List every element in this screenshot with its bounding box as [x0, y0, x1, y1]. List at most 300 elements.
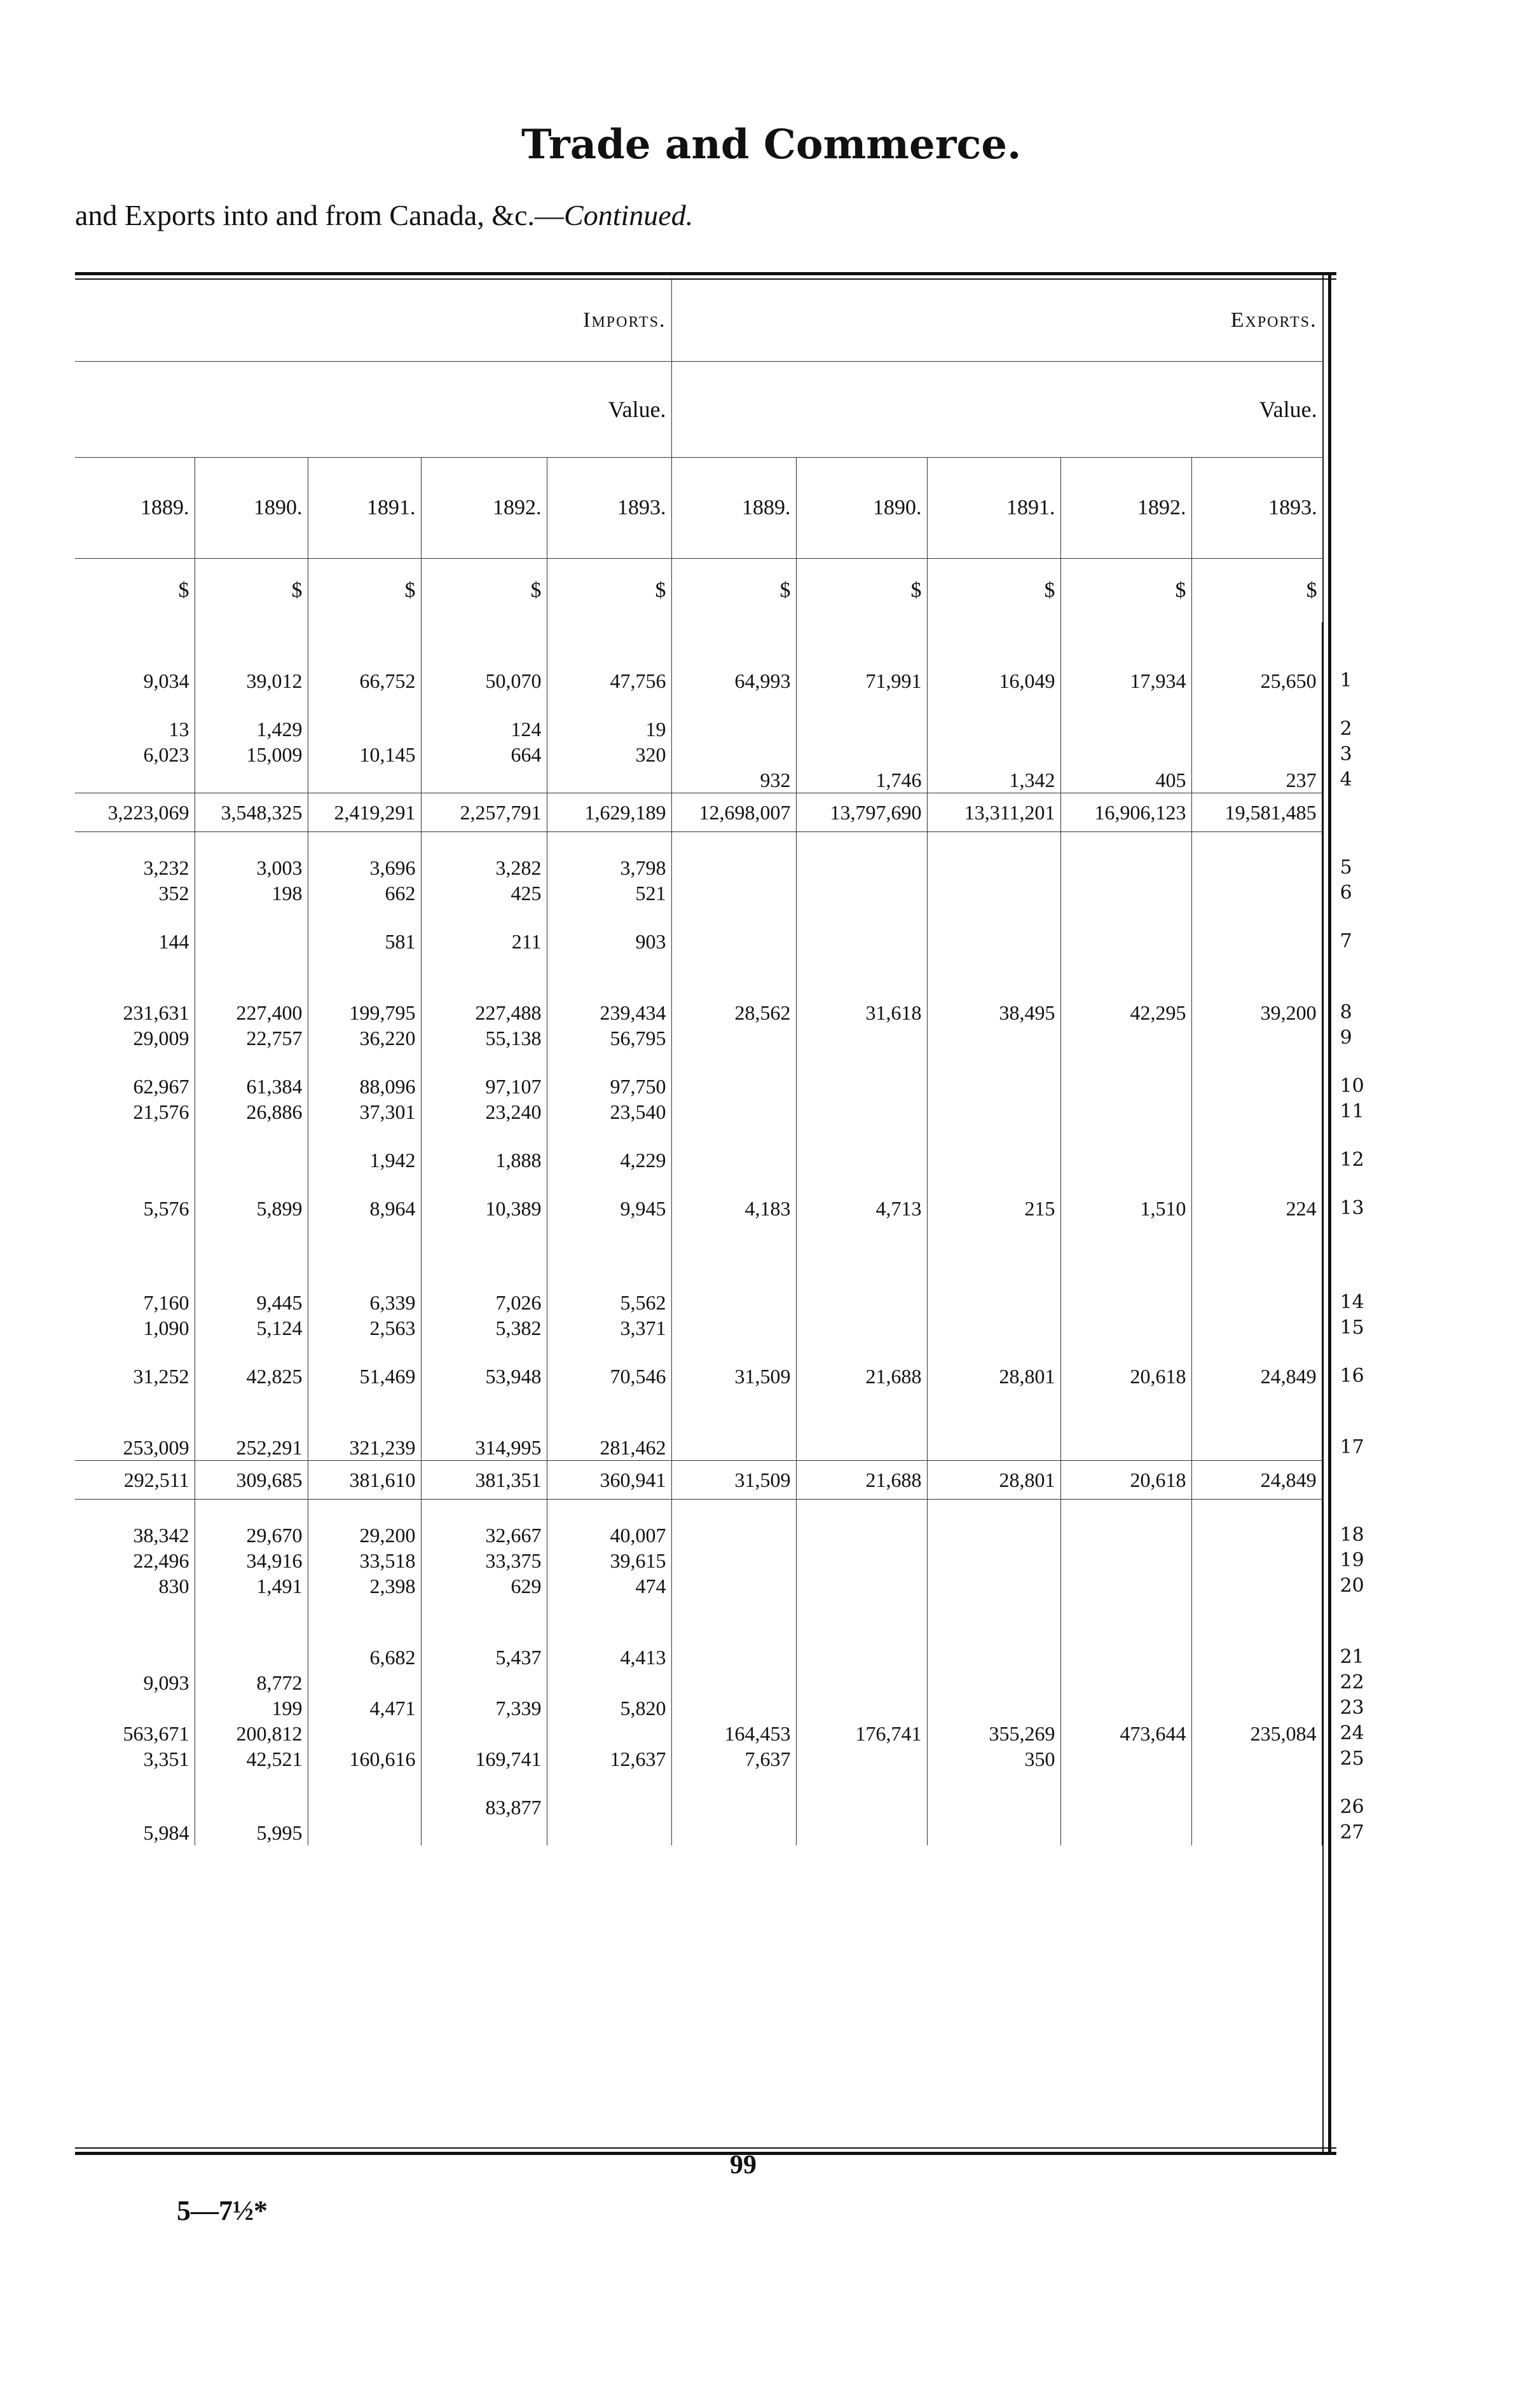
spacer-row	[75, 1500, 1322, 1523]
value-cell: 6,023	[143, 743, 189, 766]
value-cell	[75, 1795, 195, 1820]
spacer-row	[75, 1244, 1322, 1267]
value-cell	[671, 1795, 796, 1820]
table-row: 62,967 61,384 88,096 97,107 97,750 10	[75, 1074, 1322, 1099]
value-cell: 473,644	[1060, 1721, 1191, 1746]
value-cell: 71,991	[796, 668, 927, 694]
table-row: 3,351 42,521 160,616 169,741 12,637 7,637 350 25	[75, 1746, 1322, 1772]
value-cell: 3,223,069	[75, 793, 195, 832]
value-cell	[671, 1315, 796, 1341]
value-cell: 25,650	[1191, 668, 1322, 694]
value-cell	[1060, 1435, 1191, 1461]
value-cell	[927, 1645, 1060, 1670]
value-cell: 5,437	[421, 1645, 547, 1670]
value-cell	[1191, 1290, 1322, 1315]
value-cell	[796, 1670, 927, 1695]
value-cell: 5,382	[421, 1315, 547, 1341]
year-header: 1892.	[1060, 458, 1191, 559]
value-cell	[1191, 1670, 1322, 1695]
value-cell: 5,899	[195, 1196, 308, 1221]
value-cell: 21,688	[796, 1461, 927, 1500]
value-cell	[671, 1290, 796, 1315]
unit-label: $	[178, 578, 189, 602]
value-cell: 3,548,325	[195, 793, 308, 832]
value-cell: 3,282	[421, 855, 547, 880]
value-cell: 9,034	[143, 669, 189, 692]
value-cell: 124	[421, 716, 547, 742]
exports-header: Exports.	[671, 280, 1322, 362]
value-cell: 664	[421, 742, 547, 767]
value-cell	[796, 1795, 927, 1820]
spacer-row	[75, 954, 1322, 977]
value-cell	[1060, 1820, 1191, 1845]
year-header: 1890.	[195, 458, 308, 559]
value-cell	[671, 1695, 796, 1721]
value-cell: 28,801	[927, 1461, 1060, 1500]
value-cell	[927, 1074, 1060, 1099]
value-cell: 8,772	[195, 1670, 308, 1695]
value-cell: 19	[547, 716, 671, 742]
value-cell	[308, 1721, 421, 1746]
value-cell	[195, 1645, 308, 1670]
value-cell	[1191, 880, 1322, 906]
spacer-row	[75, 832, 1322, 856]
value-cell: 31,509	[671, 1461, 796, 1500]
value-cell	[927, 1315, 1060, 1341]
unit-label: $	[1060, 559, 1191, 623]
value-cell: 7,160	[143, 1291, 189, 1314]
value-cell: 3,003	[195, 855, 308, 880]
value-cell	[1060, 1025, 1191, 1051]
value-cell	[671, 1820, 796, 1845]
spacer-row	[75, 1622, 1322, 1645]
value-cell	[671, 1025, 796, 1051]
value-cell: 56,795	[547, 1025, 671, 1051]
value-cell	[1191, 742, 1322, 767]
value-cell: 23,240	[421, 1099, 547, 1125]
value-cell: 1,342	[927, 767, 1060, 793]
year-header: 1889.	[671, 458, 796, 559]
value-cell	[927, 1695, 1060, 1721]
year-header: 1893.	[547, 458, 671, 559]
spacer-row	[75, 1341, 1322, 1364]
value-cell	[1191, 1147, 1322, 1173]
value-cell	[796, 929, 927, 954]
value-cell	[75, 767, 195, 793]
table-row: 5,984 5,995 27	[75, 1820, 1322, 1845]
table-row: 6,682 5,437 4,413 21	[75, 1645, 1322, 1670]
value-cell	[796, 1746, 927, 1772]
value-cell	[1060, 716, 1191, 742]
table-row: 6,023 15,009 10,145 664 320 3	[75, 742, 1322, 767]
value-cell	[671, 855, 796, 880]
value-cell: 24,849	[1191, 1461, 1322, 1500]
table-row: 31,252 42,825 51,469 53,948 70,546 31,509 21,688 28,801 20,618 24,849 16	[75, 1364, 1322, 1389]
value-cell	[671, 716, 796, 742]
value-cell: 20,618	[1060, 1461, 1191, 1500]
unit-label: $	[1191, 559, 1322, 623]
value-cell: 26,886	[195, 1099, 308, 1125]
value-cell: 28,801	[927, 1364, 1060, 1389]
value-cell: 215	[927, 1196, 1060, 1221]
value-cell	[796, 1435, 927, 1461]
value-cell: 1,510	[1060, 1196, 1191, 1221]
value-cell	[1060, 1147, 1191, 1173]
value-cell	[671, 1645, 796, 1670]
value-cell: 42,825	[195, 1364, 308, 1389]
value-cell: 239,434	[547, 1000, 671, 1025]
value-cell: 33,518	[308, 1548, 421, 1573]
spacer-row	[75, 1599, 1322, 1622]
value-cell: 9,945	[547, 1196, 671, 1221]
value-cell	[927, 1573, 1060, 1599]
value-cell: 42,295	[1060, 1000, 1191, 1025]
value-cell	[1191, 716, 1322, 742]
value-header-row	[75, 362, 1322, 458]
value-cell: 4,183	[671, 1196, 796, 1221]
value-cell: 12,637	[547, 1746, 671, 1772]
value-cell: 62,967	[133, 1075, 189, 1098]
value-cell: 3,696	[308, 855, 421, 880]
spacer-row	[75, 1389, 1322, 1412]
year-header: 1889.	[75, 458, 195, 559]
value-cell: 160,616	[308, 1746, 421, 1772]
value-cell: 5,995	[195, 1820, 308, 1845]
value-cell	[1191, 929, 1322, 954]
value-cell: 199,795	[308, 1000, 421, 1025]
year-header: 1893.	[1191, 458, 1322, 559]
table-row: 38,342 29,670 29,200 32,667 40,007 18	[75, 1522, 1322, 1548]
value-cell	[796, 742, 927, 767]
value-cell: 50,070	[421, 668, 547, 694]
sheet-signature: 5—7½*	[177, 2195, 268, 2226]
table-row: 1,942 1,888 4,229 12	[75, 1147, 1322, 1173]
value-cell: 29,200	[308, 1522, 421, 1548]
value-cell: 235,084	[1191, 1721, 1322, 1746]
value-cell	[308, 716, 421, 742]
value-cell: 22,496	[133, 1549, 189, 1572]
value-cell	[671, 1435, 796, 1461]
value-cell: 61,384	[195, 1074, 308, 1099]
value-cell	[547, 1820, 671, 1845]
value-cell	[1060, 855, 1191, 880]
value-cell	[195, 1147, 308, 1173]
table-row: 9,093 8,772 22	[75, 1670, 1322, 1695]
table-row: 1,090 5,124 2,563 5,382 3,371 15	[75, 1315, 1322, 1341]
value-cell: 4,471	[308, 1695, 421, 1721]
subtitle-text: and Exports into and from Canada, &c.—	[75, 199, 565, 231]
value-cell	[1060, 1522, 1191, 1548]
value-cell: 39,012	[195, 668, 308, 694]
value-cell	[1191, 1645, 1322, 1670]
value-cell: 70,546	[547, 1364, 671, 1389]
value-cell: 169,741	[421, 1746, 547, 1772]
value-cell	[796, 1573, 927, 1599]
value-cell: 19,581,485	[1191, 793, 1322, 832]
value-cell: 903	[547, 929, 671, 954]
value-cell	[927, 929, 1060, 954]
value-cell	[671, 1522, 796, 1548]
value-cell	[796, 1147, 927, 1173]
value-cell: 227,400	[195, 1000, 308, 1025]
value-cell: 13,311,201	[927, 793, 1060, 832]
value-cell	[927, 855, 1060, 880]
value-cell: 1,629,189	[547, 793, 671, 832]
value-cell	[927, 1099, 1060, 1125]
value-cell: 32,667	[421, 1522, 547, 1548]
value-cell: 55,138	[421, 1025, 547, 1051]
value-cell: 16,906,123	[1060, 793, 1191, 832]
value-cell: 352	[158, 882, 189, 905]
value-cell	[75, 1695, 195, 1721]
value-cell	[927, 1820, 1060, 1845]
value-cell	[421, 1721, 547, 1746]
value-cell: 6,682	[308, 1645, 421, 1670]
unit-label: $	[308, 559, 421, 623]
value-cell	[796, 1074, 927, 1099]
value-cell	[671, 1573, 796, 1599]
value-cell	[1060, 1548, 1191, 1573]
table-row: 253,009 252,291 321,239 314,995 281,462 17	[75, 1435, 1322, 1461]
value-cell	[1191, 1315, 1322, 1341]
value-cell: 53,948	[421, 1364, 547, 1389]
value-cell: 164,453	[671, 1721, 796, 1746]
value-cell: 355,269	[927, 1721, 1060, 1746]
group-header-row	[75, 280, 1322, 362]
value-cell: 7,026	[421, 1290, 547, 1315]
value-cell	[796, 716, 927, 742]
value-cell: 10,389	[421, 1196, 547, 1221]
value-cell: 2,419,291	[308, 793, 421, 832]
value-cell: 4,413	[547, 1645, 671, 1670]
value-cell: 521	[547, 880, 671, 906]
value-cell: 38,342	[133, 1524, 189, 1547]
value-cell	[547, 1670, 671, 1695]
value-cell: 381,610	[308, 1461, 421, 1500]
value-cell	[421, 1820, 547, 1845]
value-cell: 662	[308, 880, 421, 906]
value-cell: 932	[671, 767, 796, 793]
value-cell: 5,820	[547, 1695, 671, 1721]
year-header: 1890.	[796, 458, 927, 559]
total-row	[75, 793, 1322, 832]
value-cell: 24,849	[1191, 1364, 1322, 1389]
value-cell	[671, 1670, 796, 1695]
table-row: 83,877 26	[75, 1795, 1322, 1820]
table-row: 144 581 211 903 7	[75, 929, 1322, 954]
value-cell	[1060, 880, 1191, 906]
value-cell: 22,757	[195, 1025, 308, 1051]
value-cell	[1191, 1746, 1322, 1772]
unit-label: $	[195, 559, 308, 623]
value-cell: 5,562	[547, 1290, 671, 1315]
value-cell	[796, 1099, 927, 1125]
value-cell: 2,398	[308, 1573, 421, 1599]
value-cell: 66,752	[308, 668, 421, 694]
spacer-row	[75, 1412, 1322, 1435]
value-cell	[1060, 1573, 1191, 1599]
value-cell	[927, 1522, 1060, 1548]
value-cell: 381,351	[421, 1461, 547, 1500]
value-cell: 281,462	[547, 1435, 671, 1461]
value-cell: 231,631	[123, 1001, 189, 1024]
table-right-border	[1322, 272, 1331, 2155]
value-cell	[1191, 1025, 1322, 1051]
value-cell: 39,200	[1191, 1000, 1322, 1025]
value-cell	[1060, 1099, 1191, 1125]
table-row: 3,232 3,003 3,696 3,282 3,798 5	[75, 855, 1322, 880]
value-cell	[927, 1548, 1060, 1573]
value-cell: 37,301	[308, 1099, 421, 1125]
value-cell: 31,509	[671, 1364, 796, 1389]
value-cell: 97,107	[421, 1074, 547, 1099]
value-cell	[195, 1795, 308, 1820]
value-cell	[1060, 1670, 1191, 1695]
value-cell	[796, 1695, 927, 1721]
value-cell: 237	[1191, 767, 1322, 793]
spacer-row	[75, 1772, 1322, 1795]
year-header: 1891.	[308, 458, 421, 559]
table-row: 7,160 9,445 6,339 7,026 5,562 14	[75, 1290, 1322, 1315]
value-cell	[1191, 1695, 1322, 1721]
table-row: 21,576 26,886 37,301 23,240 23,540 11	[75, 1099, 1322, 1125]
page-number: 99	[730, 2151, 757, 2180]
value-cell	[796, 1548, 927, 1573]
value-cell: 1,888	[421, 1147, 547, 1173]
value-cell	[796, 880, 927, 906]
value-cell: 252,291	[195, 1435, 308, 1461]
value-cell: 29,009	[133, 1027, 189, 1050]
table-top-rule	[75, 272, 1336, 280]
value-cell	[547, 1795, 671, 1820]
value-cell: 23,540	[547, 1099, 671, 1125]
value-cell: 9,093	[143, 1671, 189, 1694]
value-cell: 64,993	[671, 668, 796, 694]
value-cell: 629	[421, 1573, 547, 1599]
value-cell: 9,445	[195, 1290, 308, 1315]
value-cell: 12,698,007	[671, 793, 796, 832]
table-row: 9,034 39,012 66,752 50,070 47,756 64,993 71,991 16,049 17,934 25,650 1	[75, 668, 1322, 694]
spacer-row	[75, 1267, 1322, 1290]
value-cell	[1191, 1099, 1322, 1125]
value-cell: 38,495	[927, 1000, 1060, 1025]
spacer-row	[75, 977, 1322, 1000]
value-cell	[308, 767, 421, 793]
value-cell	[1191, 855, 1322, 880]
year-header: 1891.	[927, 458, 1060, 559]
value-cell: 21,576	[133, 1100, 189, 1123]
value-cell: 31,618	[796, 1000, 927, 1025]
value-cell: 20,618	[1060, 1364, 1191, 1389]
year-header-row	[75, 458, 1322, 559]
value-cell	[927, 742, 1060, 767]
value-cell	[421, 767, 547, 793]
trade-table	[75, 280, 1364, 1845]
value-cell	[308, 1820, 421, 1845]
value-cell	[308, 1670, 421, 1695]
value-cell	[1060, 1645, 1191, 1670]
unit-label: $	[796, 559, 927, 623]
value-cell	[796, 1315, 927, 1341]
value-cell: 6,339	[308, 1290, 421, 1315]
value-cell: 176,741	[796, 1721, 927, 1746]
value-cell: 88,096	[308, 1074, 421, 1099]
value-cell	[1191, 1522, 1322, 1548]
value-cell: 40,007	[547, 1522, 671, 1548]
value-cell: 33,375	[421, 1548, 547, 1573]
value-cell: 198	[195, 880, 308, 906]
value-cell	[1060, 1795, 1191, 1820]
value-cell	[421, 1670, 547, 1695]
value-cell	[796, 1820, 927, 1845]
value-cell	[308, 1795, 421, 1820]
value-cell: 7,637	[671, 1746, 796, 1772]
value-cell: 405	[1060, 767, 1191, 793]
value-cell: 83,877	[421, 1795, 547, 1820]
value-cell: 7,339	[421, 1695, 547, 1721]
value-cell	[671, 742, 796, 767]
value-cell: 830	[158, 1575, 189, 1597]
imports-value-header: Value.	[75, 362, 671, 458]
value-cell	[547, 767, 671, 793]
value-cell	[1191, 1435, 1322, 1461]
value-cell	[1060, 1746, 1191, 1772]
value-cell: 42,521	[195, 1746, 308, 1772]
value-cell: 17,934	[1060, 668, 1191, 694]
value-cell: 29,670	[195, 1522, 308, 1548]
value-cell	[927, 1435, 1060, 1461]
value-cell: 309,685	[195, 1461, 308, 1500]
value-cell	[671, 1147, 796, 1173]
value-cell	[1191, 1820, 1322, 1845]
value-cell: 144	[158, 930, 189, 953]
value-cell	[1060, 1074, 1191, 1099]
table-body	[75, 622, 1364, 1845]
value-cell: 2,257,791	[421, 793, 547, 832]
value-cell: 425	[421, 880, 547, 906]
value-cell	[796, 1522, 927, 1548]
value-cell	[1060, 1695, 1191, 1721]
value-cell	[1191, 1795, 1322, 1820]
spacer-row	[75, 1221, 1322, 1244]
value-cell: 13	[168, 718, 189, 741]
value-cell: 3,232	[143, 856, 189, 879]
spacer-row	[75, 1125, 1322, 1147]
table-row: 932 1,746 1,342 405 237 4	[75, 767, 1322, 793]
table-row: 231,631 227,400 199,795 227,488 239,434 28,562 31,618 38,495 42,295 39,200 8	[75, 1000, 1322, 1025]
value-cell: 31,252	[133, 1365, 189, 1388]
page-subtitle	[75, 198, 693, 232]
value-cell: 253,009	[123, 1436, 189, 1459]
value-cell	[671, 1548, 796, 1573]
value-cell	[195, 767, 308, 793]
value-cell: 199	[195, 1695, 308, 1721]
value-cell: 51,469	[308, 1364, 421, 1389]
value-cell	[927, 1147, 1060, 1173]
value-cell: 1,090	[143, 1317, 189, 1339]
value-cell: 350	[927, 1746, 1060, 1772]
value-cell: 1,942	[308, 1147, 421, 1173]
spacer-row	[75, 1051, 1322, 1074]
value-cell	[1191, 1074, 1322, 1099]
value-cell: 97,750	[547, 1074, 671, 1099]
table-row: 830 1,491 2,398 629 474 20	[75, 1573, 1322, 1599]
value-cell: 28,562	[671, 1000, 796, 1025]
value-cell: 320	[547, 742, 671, 767]
value-cell: 360,941	[547, 1461, 671, 1500]
value-cell	[927, 880, 1060, 906]
value-cell: 1,746	[796, 767, 927, 793]
